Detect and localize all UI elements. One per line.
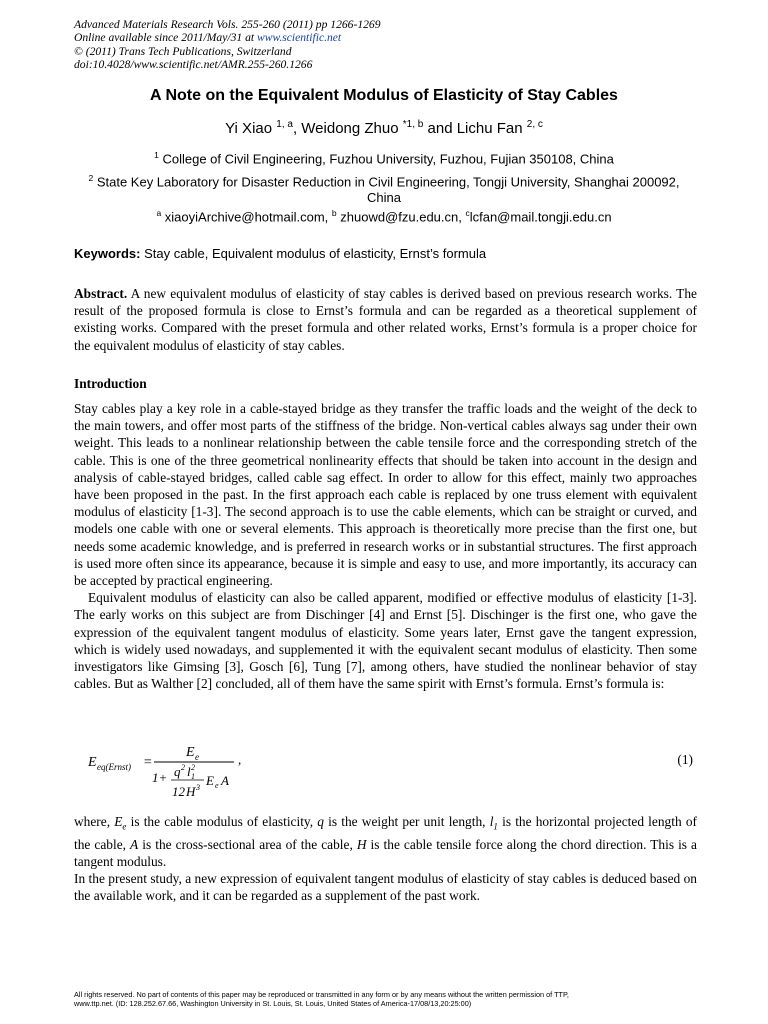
eq-equals: = [143,755,153,770]
abstract-text: A new equivalent modulus of elasticity of stay cables is derived based on previous research works. The result of the proposed formula is close to Ernst’s formula and can be regarded as a theoretical supplement of existing works. Compared with the preset formula and other related works, Ernst’s formula is a proper choice for the equivalent modulus of elasticity of stay cables. [74,286,697,353]
author-affiliation-mark: 1, a [276,119,293,130]
author-name: Lichu Fan [456,120,523,137]
eq-one-plus: 1+ [152,770,168,785]
copyright-line: © (2011) Trans Tech Publications, Switzerland [74,44,292,58]
eq-lhs: E [88,755,97,770]
equation-number: (1) [677,752,693,767]
keywords-text: Stay cable, Equivalent modulus of elasticity, Ernst’s formula [140,246,487,261]
author-emails: $^a$ xiaoyiArchive@hotmail.com, $^b$ zhuowd@fzu.edu.cn, $^c$lcfan@mail.tongji.edu.cn [156,208,612,225]
paragraph: Equivalent modulus of elasticity can also be called apparent, modified or effective modulus of elasticity [1-3]. The early works on this subject are from Dischinger [4] and Ernst [5]. Dischinger is the first one, who gave the expression of the equivalent tangent modulus of elasticity. Some years later, Ernst gave the tangent expression, which is widely used nowadays, and supplemented it with the equivalent secant modulus of elasticity. Then some investigators like Gimsing [3], Gosch [6], Tung [7], among others, have studied the nonlinear behavior of stay cables. But as Walther [2] concluded, all of them have the same spirit with Ernst’s formula. Ernst’s formula is: [74,590,697,692]
abstract-label: Abstract. [74,286,128,301]
journal-masthead [74,18,694,72]
author-name: Yi Xiao [225,120,273,137]
eq-h: H [186,784,196,799]
publisher-link[interactable]: www.scientific.net [257,31,342,45]
section-heading-introduction: Introduction [74,376,147,391]
eq-a: A [221,773,229,788]
eq-l: l [187,764,191,779]
email-address: lcfan@mail.tongji.edu.cn [469,209,612,225]
eq-ee-sub: e [215,781,219,790]
equation-ernst [88,740,698,802]
journal-citation: Advanced Materials Research Vols. 255-260 (2011) pp 1266-1269 [74,18,381,31]
eq-q-exp: 2 [181,763,185,772]
eq-l-exp: 2 [191,763,195,772]
email-address: xiaoyiArchive@hotmail.com, [164,209,332,225]
online-availability: Online available since 2011/May/31 at www.scientific.net [74,31,342,45]
eq-q: q [174,764,181,779]
copyright-footer: All rights reserved. No part of contents of this paper may be reproduced or transmitted in any form or by any means without the written permission of TTP, www.ttp.net. (ID: 128.252.67.66, Washington University in St. Louis, St. Louis, United States of America-17/08/13,20:25:00) [74,990,569,1008]
author-affiliation-mark: 2, c [526,119,543,130]
affiliation-2: $^2$ State Key Laboratory for Disaster Reduction in Civil Engineering, Tongji University, Shanghai 200092, China [88,173,680,205]
author-affiliation-mark: *1, b [402,119,424,130]
paragraph: Stay cables play a key role in a cable-stayed bridge as they transfer the traffic loads and the weight of the deck to the main towers, and offer most parts of the stiffness of the bridge. Non-vertical cables always sag under their own weight. This leads to a nonlinear relationship between the cable tensile force and the corresponding stretch of the cable. This is one of the three geometrical nonlinearity effects that should be taken into account in the design and analysis of cable-stayed bridges, called cable sag effect. In order to allow for this effect, mainly two approaches have been proposed in the past. In the first approach each cable is replaced by one truss element with equivalent modulus of elasticity [1-3]. The second approach is to use the cable elements, which can be straight or curved, and models one cable with one or several elements. This approach is theoretically more precise than the first one, but needs some academic knowledge, and is preferred in research works or in substantial structures. The first approach is used more often since its appearance, because it is simple and easy to use, and more importantly, its accuracy can be accepted by practical engineering. [74,401,697,589]
eq-lhs-sub: eq(Ernst) [97,762,131,772]
doi-line: doi:10.4028/www.scientific.net/AMR.255-260.1266 [74,58,313,72]
eq-comma: , [238,752,242,767]
email-address: zhuowd@fzu.edu.cn, [340,209,466,225]
affiliation-1: $^1$ College of Civil Engineering, Fuzhou University, Fuzhou, Fujian 350108, China [154,150,614,167]
paragraph: where, $E_e$ is the cable modulus of elasticity, q is the weight per unit length, $l_1$ is the horizontal projected length of the cable, A is the cross-sectional area of the cable, H is the cable tensile force along the chord direction. This is a tangent modulus. [74,814,697,870]
equation-graphic [88,740,388,802]
eq-numerator: E [186,745,195,760]
eq-l-sub: 1 [191,772,195,781]
abstract [74,285,697,354]
eq-ee: E [206,773,214,788]
author-name: Weidong Zhuo [301,120,399,137]
introduction-body [74,400,697,692]
introduction-body-continued [74,813,697,905]
keywords-label: Keywords: [74,246,141,261]
eq-den-coef: 12 [172,784,185,799]
eq-numerator-sub: e [195,752,199,762]
keywords [74,246,694,261]
author-list: Yi Xiao $^{1, a}$, Weidong Zhuo $^{*1, b}$ and Lichu Fan $^{2, c}$ [225,119,543,137]
eq-h-exp: 3 [196,783,200,792]
paper-title: A Note on the Equivalent Modulus of Elasticity of Stay Cables [150,87,618,104]
paragraph: In the present study, a new expression of equivalent tangent modulus of elasticity of stay cables is deduced based on the available work, and it can be regarded as a supplement of the past work. [74,871,697,904]
